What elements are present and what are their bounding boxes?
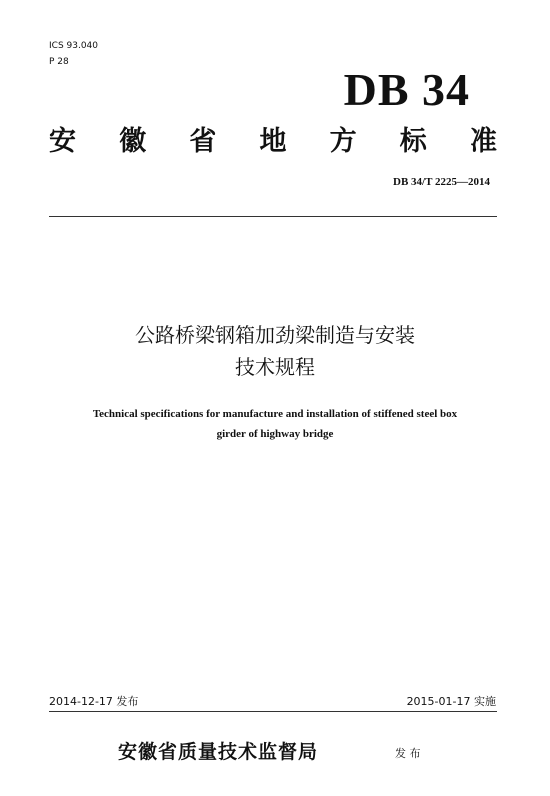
footer-divider bbox=[49, 711, 497, 712]
title-english-line-1: Technical specifications for manufacture and installation of stiffened steel box bbox=[92, 408, 458, 420]
standard-number: DB 34/T 2225—2014 bbox=[393, 176, 490, 188]
standard-type-char: 准 bbox=[469, 126, 497, 157]
standard-type-char: 方 bbox=[329, 126, 357, 157]
standard-type-char: 地 bbox=[259, 126, 287, 157]
title-chinese-line-1: 公路桥梁钢箱加劲梁制造与安装 bbox=[135, 323, 415, 347]
standard-type-char: 标 bbox=[399, 126, 427, 157]
standard-type-title bbox=[49, 122, 497, 162]
header-divider bbox=[49, 216, 497, 217]
standard-type-char: 省 bbox=[189, 126, 217, 157]
publish-label: 发 布 bbox=[395, 747, 421, 760]
title-english-line-2: girder of highway bridge bbox=[216, 428, 334, 440]
standard-type-char: 安 bbox=[49, 126, 76, 157]
standard-logo: DB 34 bbox=[343, 64, 470, 115]
issuing-authority: 安徽省质量技术监督局 bbox=[118, 741, 319, 763]
title-chinese-line-2: 技术规程 bbox=[235, 355, 315, 379]
implementation-date: 2015-01-17 实施 bbox=[406, 695, 496, 708]
standard-type-char: 徽 bbox=[119, 126, 147, 157]
ccs-code: P 28 bbox=[49, 57, 69, 67]
issue-date: 2014-12-17 发布 bbox=[49, 695, 139, 708]
ics-code: ICS 93.040 bbox=[49, 41, 99, 51]
